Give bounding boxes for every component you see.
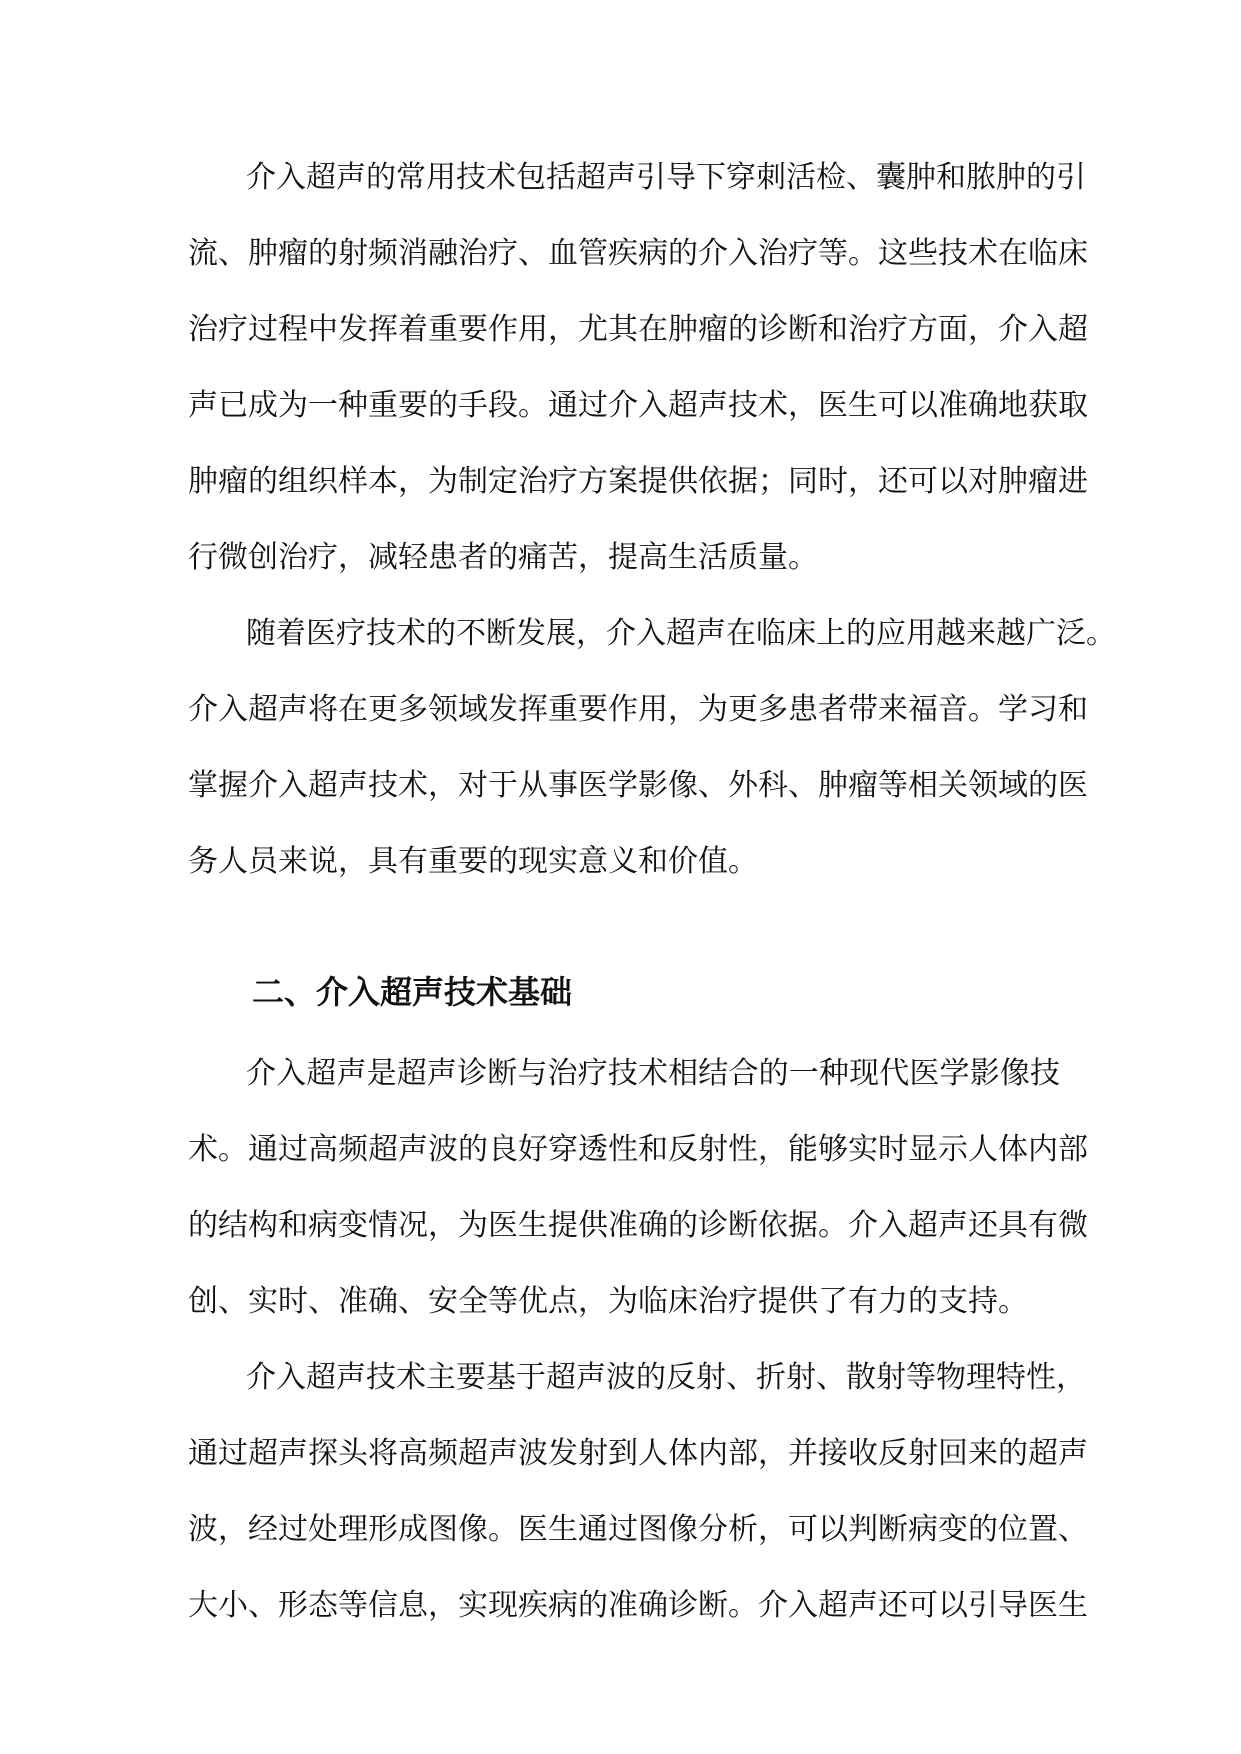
paragraph-development (188, 596, 1116, 900)
paragraph-principles (188, 1340, 1088, 1644)
text-line: 波，经过处理形成图像。医生通过图像分析，可以判断病变的位置、 (188, 1512, 1088, 1547)
text-line: 大小、形态等信息，实现疾病的准确诊断。介入超声还可以引导医生 (188, 1588, 1088, 1623)
text-line: 创、实时、准确、安全等优点，为临床治疗提供了有力的支持。 (188, 1284, 1028, 1319)
text-line: 的结构和病变情况，为医生提供准确的诊断依据。介入超声还具有微 (188, 1208, 1088, 1243)
text-line: 流、肿瘤的射频消融治疗、血管疾病的介入治疗等。这些技术在临床 (188, 236, 1088, 271)
document-body (188, 140, 1116, 1644)
text-line: 行微创治疗，减轻患者的痛苦，提高生活质量。 (188, 540, 818, 575)
text-line: 介入超声技术主要基于超声波的反射、折射、散射等物理特性， (246, 1360, 1086, 1395)
text-line: 务人员来说，具有重要的现实意义和价值。 (188, 844, 758, 879)
text-line: 声已成为一种重要的手段。通过介入超声技术，医生可以准确地获取 (188, 388, 1088, 423)
text-line: 介入超声将在更多领域发挥重要作用，为更多患者带来福音。学习和 (188, 692, 1088, 727)
text-line: 掌握介入超声技术，对于从事医学影像、外科、肿瘤等相关领域的医 (188, 768, 1088, 803)
paragraph-definition (188, 1036, 1088, 1340)
text-line: 介入超声是超声诊断与治疗技术相结合的一种现代医学影像技 (246, 1056, 1060, 1091)
text-line: 治疗过程中发挥着重要作用，尤其在肿瘤的诊断和治疗方面，介入超 (188, 312, 1088, 347)
text-line: 通过超声探头将高频超声波发射到人体内部，并接收反射回来的超声 (188, 1436, 1088, 1471)
paragraph-ultrasound-techniques (188, 140, 1088, 596)
text-line: 术。通过高频超声波的良好穿透性和反射性，能够实时显示人体内部 (188, 1132, 1088, 1167)
text-line: 肿瘤的组织样本，为制定治疗方案提供依据；同时，还可以对肿瘤进 (188, 464, 1088, 499)
section-heading: 二、介入超声技术基础 (252, 973, 573, 1011)
text-line: 随着医疗技术的不断发展，介入超声在临床上的应用越来越广泛。 (246, 616, 1116, 651)
text-line: 介入超声的常用技术包括超声引导下穿刺活检、囊肿和脓肿的引 (246, 160, 1086, 195)
